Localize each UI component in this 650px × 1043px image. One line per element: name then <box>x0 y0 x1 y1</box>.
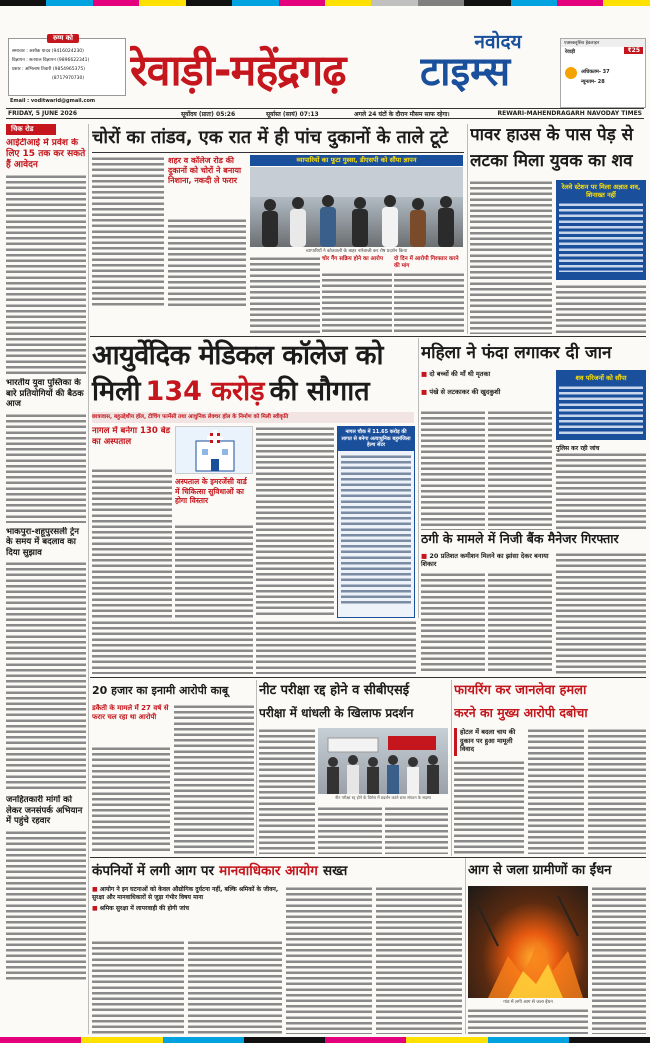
lead-blue-box-body <box>341 454 411 604</box>
row3-right-body-3 <box>588 728 646 854</box>
city-name: रेवाड़ी <box>565 49 576 55</box>
right-story-box-title: रेलवे स्टेशन पर मिला अज्ञात शव, शिनाख्त नहीं <box>561 183 641 199</box>
fraud-body-2 <box>488 572 552 674</box>
column-divider <box>418 338 419 618</box>
right-story-headline: पावर हाउस के पास पेड़ से लटका मिला युवक का शव <box>470 125 634 171</box>
row4-bullet-2-text: श्रमिक सुरक्षा में लापरवाही की होगी जांच <box>99 905 190 912</box>
row3-left-sub: डकैती के मामले में 27 वर्ष से फरार चल रहा था आरोपी <box>92 704 169 721</box>
section-tag: चिक रोड <box>6 124 56 135</box>
column-divider <box>88 124 89 1034</box>
lead-body-2 <box>175 524 253 618</box>
mid-right-sub-1: ■ दो बच्चों की माँ थी मृतका <box>421 370 491 378</box>
paper-title-small: नवोदय <box>474 31 522 53</box>
right-story-body-2 <box>556 284 646 334</box>
row4-left-headline-b: मानवाधिकार आयोग <box>219 863 318 879</box>
top-story-body-3 <box>250 256 320 334</box>
left-headline-1: आईटीआई में प्रवेश के लिए 15 तक कर सकते हैं आवेदन <box>6 138 86 170</box>
left-body-2 <box>6 413 86 523</box>
row3-right-box: होटल में बदला चाय की दुकान पर हुआ मामूली विवाद <box>454 728 524 756</box>
price-badge: ₹25 <box>624 47 643 54</box>
lead-strap: छात्रावास, बहुउद्देशीय हॉल, टीचिंग फार्मेसी तथा आधुनिक लेक्चर हॉल के निर्माण को मिली स्वीकृति <box>92 412 414 423</box>
row4-bullet-2: ■ श्रमिक सुरक्षा में लापरवाही की होगी जांच <box>92 905 190 912</box>
lead-body-3 <box>256 426 334 618</box>
weather-min: न्यूनतम- 28 <box>581 79 605 85</box>
row4-left-headline-a: कंपनियों में लगी आग पर <box>92 863 215 879</box>
top-story-body-2 <box>168 218 246 306</box>
row3-left-body-2 <box>174 704 254 854</box>
mid-right-body-3 <box>556 452 646 530</box>
paper-title-left: रेवाड़ी-महेंद्रगढ़ <box>130 46 346 96</box>
fraud-headline: ठगी के मामले में निजी बैंक मैनेजर गिरफ्तार <box>421 531 619 546</box>
credit-line: (8717970730) <box>52 76 85 81</box>
crowd-illustration <box>250 167 463 247</box>
row3-right-body-2 <box>528 728 584 854</box>
right-story-body-1 <box>470 180 552 334</box>
mid-right-side-head: पुलिस कर रही जांच <box>556 445 600 452</box>
mid-right-body-1 <box>421 410 485 530</box>
weather-icon <box>565 67 577 79</box>
mid-right-blue-title: शव परिजनों को सौंपा <box>575 374 627 382</box>
row4-right-headline: आग से जला ग्रामीणों का ईंधन <box>468 863 612 878</box>
photo-caption: व्यापारियों ने कोतवाली के बाहर नारेबाजी कर रोष प्रदर्शन किया <box>305 249 408 254</box>
left-headline-4: जनहितकारी मांगों को लेकर जनसंपर्क अभियान में पहुंचे रहवार <box>6 795 83 826</box>
protest-group-illustration <box>318 728 448 794</box>
row4-left-body-2 <box>188 940 282 1034</box>
row3-mid-headline-2: परीक्षा में धांधली के खिलाफ प्रदर्शन <box>259 706 414 720</box>
top-story-kicker: शहर व कॉलेज रोड की दुकानों को चोरों ने बनाया निशाना, नकदी ले फरार <box>168 156 242 185</box>
mid-right-sub-1-text: दो बच्चों की माँ थी मृतका <box>429 370 491 378</box>
bottom-registration <box>0 1037 650 1043</box>
row4-bullet-1-text: आयोग ने इन घटनाओं को केवल औद्योगिक दुर्घटना नहीं, बल्कि श्रमिकों के जीवन, सुरक्षा और मानवाधिकारों से जुड़ा गंभीर विषय माना <box>92 886 279 901</box>
row3-right-headline-1: फायरिंग कर जानलेवा हमला <box>454 683 587 698</box>
mid-right-headline: महिला ने फंदा लगाकर दी जान <box>421 343 612 363</box>
row4-left-body-3 <box>286 886 372 1034</box>
row3-mid-body-1 <box>259 728 315 854</box>
date-bar <box>6 108 644 119</box>
mid-right-body-2 <box>488 410 552 530</box>
row4-right-body-1 <box>592 886 646 1034</box>
left-column <box>6 124 86 1034</box>
column-divider <box>465 858 466 1034</box>
fire-caption: गांव में लगी आग से जला ईंधन <box>503 1000 553 1005</box>
fraud-sub-text: 20 प्रतिशत कमीशन मिलने का झांसा देकर बनाया शिकार <box>421 552 549 568</box>
lead-blue-box-title: नागल चौक में 11.65 करोड़ की लागत से बनेगा अत्याधुनिक बहुमंजिला हेल्थ सेंटर <box>338 427 414 451</box>
lead-headline-2a: मिली <box>92 376 141 407</box>
row3-mid-body-3 <box>385 806 448 854</box>
issue-date: FRIDAY, 5 JUNE 2026 <box>8 110 77 117</box>
left-headline-2: भारतीय युवा पुस्तिका के बारे प्रतियोगियों की बैठक आज <box>6 378 84 409</box>
weather-ticker: अगले 24 घंटों के दौरान मौसम साफ रहेगा। <box>354 111 450 118</box>
lead-blue-box <box>337 426 415 618</box>
row3-mid-headline-1: नीट परीक्षा रद्द होने व सीबीएसई <box>259 683 410 698</box>
column-divider <box>451 680 452 856</box>
row3-left-headline: 20 हजार का इनामी आरोपी काबू <box>92 684 229 697</box>
fraud-body-1 <box>421 572 485 674</box>
mid-right-blue-body <box>559 385 643 437</box>
row4-bullets <box>92 886 282 913</box>
row4-left-body-1 <box>92 940 184 1034</box>
sunset: सूर्यास्त (सायं) 07:13 <box>266 111 319 118</box>
top-story-body-1 <box>92 156 164 306</box>
row4-left-body-4 <box>376 886 462 1034</box>
row4-left-headline <box>92 858 464 884</box>
row3-left-body-1 <box>92 746 170 854</box>
top-story-sub-2: दो दिन में आरोपी गिरफ्तार करने की मांग <box>394 256 459 269</box>
paper-name-english: REWARI-MAHENDRAGARH NAVODAY TIMES <box>497 110 642 117</box>
right-story-box <box>556 180 646 280</box>
neet-photo-caption: नीट परीक्षा रद्द होने के विरोध में प्रदर्शन करते छात्र संगठन के सदस्य <box>335 795 431 800</box>
lead-headline-2 <box>92 374 416 410</box>
email-line: Email : voditwarid@gmail.com <box>10 98 96 104</box>
fraud-sub: ■ 20 प्रतिशत कमीशन मिलने का झांसा देकर बनाया शिकार <box>421 552 549 568</box>
left-body-4 <box>6 830 86 980</box>
paper-title-big: टाइम्स <box>420 49 511 95</box>
left-body-3 <box>6 561 86 791</box>
section-rule <box>90 677 646 678</box>
sunrise: सूर्योदय (प्रातः) 05:26 <box>181 111 236 118</box>
row4-left-headline-c: सख्त <box>322 863 348 879</box>
edition-box <box>560 38 646 108</box>
neet-protest-photo <box>318 728 448 794</box>
lead-body-1 <box>92 468 172 618</box>
lead-side-headline-1: नागल में बनेगा 130 बेड का अस्पताल <box>92 426 171 447</box>
hospital-icon <box>176 427 254 475</box>
lead-body-5 <box>92 620 253 674</box>
column-divider <box>256 680 257 856</box>
edition-label: एक्सक्लूसिव हेडलाइन <box>561 39 645 47</box>
row3-right-body-1 <box>454 760 524 854</box>
row3-mid-body-2 <box>318 806 382 854</box>
lead-headline-1: आयुर्वेदिक मेडिकल कॉलेज को <box>92 340 383 371</box>
left-headline-3: भाकपुरा-शहूपुरसली ट्रेन के समय में बदलाव का दिया सुझाव <box>6 526 80 558</box>
credit-line: समाचार : अशोक यादव (9416024230) <box>12 49 84 54</box>
top-story-body-4 <box>322 272 392 334</box>
lead-amount: 134 करोड़ <box>145 376 265 407</box>
protest-photo <box>250 167 463 247</box>
mid-right-blue-box <box>556 370 646 440</box>
weather-max: अधिकतम- 37 <box>581 69 610 75</box>
hospital-image <box>175 426 253 474</box>
fire-photo <box>468 886 588 998</box>
fraud-body-3 <box>556 552 646 674</box>
row4-right-body-2 <box>468 1008 588 1034</box>
top-story-sub-1: चोर गैंग सक्रिय होने का आरोप <box>322 256 383 262</box>
credits-box <box>8 34 126 96</box>
photo-banner: व्यापारियों का फूटा गुस्सा, डीएसपी को सौंपा ज्ञापन <box>250 155 463 166</box>
lead-body-4 <box>256 620 416 674</box>
column-divider <box>467 124 468 334</box>
lead-side-headline-2: अस्पताल के इमरजेंसी वार्ड में चिकित्सा सुविधाओं का होगा विस्तार <box>175 477 247 505</box>
fire-illustration <box>468 886 588 998</box>
right-story-box-body <box>559 202 643 272</box>
top-story-body-5 <box>394 272 464 334</box>
section-rule <box>90 336 646 337</box>
credit-line: प्रसार : अभिलाष तिवारी (9854965375) <box>12 67 85 72</box>
lead-headline-2b: की सौगात <box>269 376 370 407</box>
row4-bullet-1: ■ आयोग ने इन घटनाओं को केवल औद्योगिक दुर्घटना नहीं, बल्कि श्रमिकों के जीवन, सुरक्षा और मानवाधिकारों से जुड़ा गंभीर विषय माना <box>92 886 279 901</box>
credit-line: विज्ञापन : सतपाल विज्ञापन (9896622341) <box>12 58 90 63</box>
mid-right-sub-2-text: पंखे से लटकाकर की खुदकुशी <box>429 388 501 396</box>
color-registration-bar <box>0 0 650 6</box>
left-body-1 <box>6 174 86 374</box>
top-story-rule <box>92 152 464 153</box>
mid-right-sub-2: ■ पंखे से लटकाकर की खुदकुशी <box>421 388 501 396</box>
credits-title: रुग्म को <box>47 34 79 43</box>
top-story-headline: चोरों का तांडव, एक रात में ही पांच दुकानों के ताले टूटे <box>92 127 449 148</box>
row3-right-headline-2: करने का मुख्य आरोपी दबोचा <box>454 705 588 720</box>
